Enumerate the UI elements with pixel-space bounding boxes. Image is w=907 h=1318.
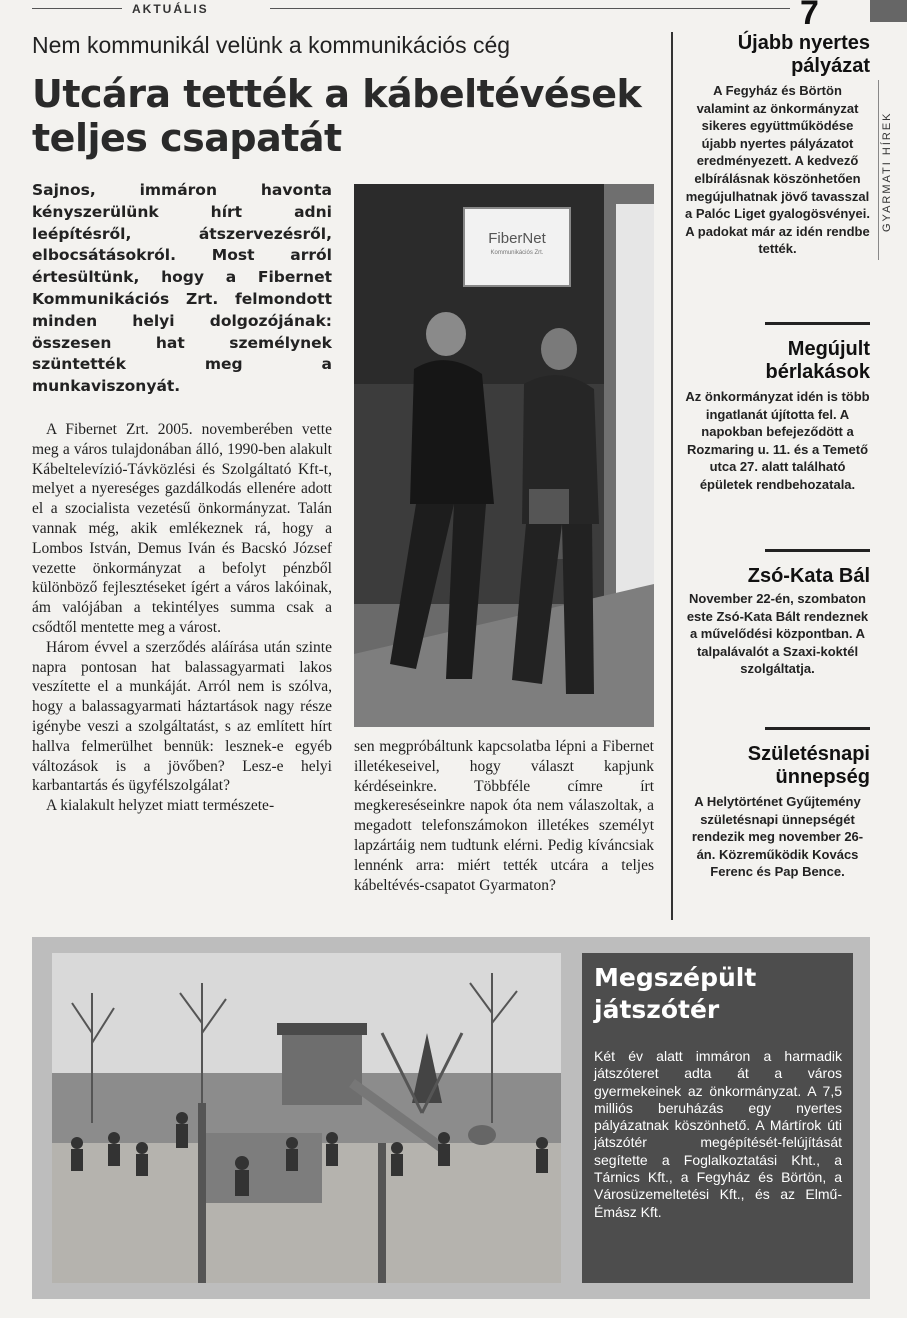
fibernet-staff-photo — [354, 184, 654, 727]
playground-photo — [52, 953, 561, 1283]
article-paragraph: A Fibernet Zrt. 2005. novemberében vette meg a város tulajdonában álló, 1990-ben alakult Kábeltelevízió-Távközlési és Szolgáltató Kft-t, melyet a nyereséges gazdálkodás ellenére adott el a szocialista vezetésű önkormányzat. Talán vannak még, akik emlékeznek rá, hogy a Lombos István, Demus Iván és Bacskó József vezette önkormányzat a befolyt pénzből különböző fejlesztéseket ígért a város lakóinak, ám valójában a tekintélyes summa csak a csődtől mentette meg a várost. — [32, 421, 332, 636]
photo-sign-text: FiberNet — [488, 230, 546, 247]
page-number: 7 — [800, 0, 819, 32]
article-column-1 — [32, 420, 332, 816]
header-rule-left — [32, 8, 122, 9]
news-divider — [765, 322, 870, 325]
header-rule-right — [270, 8, 790, 9]
article-paragraph: Három évvel a szerződés aláírása után szinte napra pontosan hat balassagyarmati lakos veszítette el a munkáját. Arról nem is szólva, hogy a balassagyarmati háztartások nagy része igénybe veszi a szolgáltatást, s az említett hírt hallva felmerülhet bennük: lesznek-e egyéb változások is a jövőben? Lesz-e helyi karbantartás és ügyfélszolgálat? — [32, 638, 332, 795]
section-label: AKTUÁLIS — [132, 2, 209, 16]
corner-bar — [870, 0, 907, 22]
playground-title: Megszépült játszótér — [594, 963, 757, 1024]
article-paragraph: sen megpróbáltunk kapcsolatba lépni a Fibernet illetékeseivel, hogy választ kapjunk kérdéseinkre. Többféle címre írt megkereséseinkre napok óta nem válaszoltak, a megadott telefonszámokon illetékes személyt lapzártáig nem tudtunk elérni. Pedig kíváncsiak lennénk arra: miért tették utcára a teljes kábeltévés-csapatot Gyarmaton? — [354, 738, 654, 894]
article-kicker: Nem kommunikál velünk a kommunikációs cég — [32, 32, 511, 58]
news-title: Zsó-Kata Bál — [747, 565, 870, 587]
column-divider — [671, 32, 673, 920]
news-title: Születésnapi ünnepség — [747, 743, 870, 788]
photo-sign-subtext: Kommunikációs Zrt. — [490, 250, 544, 256]
news-item — [685, 32, 870, 258]
news-text: Az önkormányzat idén is több ingatlanát újította fel. A napokban befejeződött a Rozmaring u. 11. és a Temető utca 27. alatt található épületek rendbehozatala. — [685, 389, 870, 492]
news-text: A Helytörténet Gyűjtemény születésnapi ünnepségét rendezik meg november 26-án. Közreműködik Kovács Ferenc és Pap Bence. — [691, 794, 864, 880]
news-text: A Fegyház és Börtön valamint az önkormányzat sikeres együttműködése újabb nyertes pályázatot eredményezett. A kedvező elbírálásnak köszönhetően megújulhatnak jövő tavasszal a Palóc Liget gyalogösvényei. A padokat már az idén rendbe tették. — [685, 83, 870, 257]
news-title: Megújult bérlakások — [765, 338, 870, 383]
article-headline: Utcára tették a kábeltévések teljes csapatát — [32, 72, 642, 160]
playground-text: Két év alatt immáron a harmadik játszóteret adta át a város gyermekeinek az önkormányzat. A 7,5 milliós beruházás egy nyertes pályázatnak köszönhető. A Mártírok úti játszótér megépítését-felújítását segítette a Foglalkoztatási Kht., a Tárnics Kft., a Fegyház és Börtön, a Városüzemeltetési Kft., és az Elmű-Émász Kft. — [594, 1048, 842, 1220]
news-title: Újabb nyertes pályázat — [737, 32, 870, 77]
news-divider — [765, 549, 870, 552]
news-item — [685, 565, 870, 678]
article-lead: Sajnos, immáron havonta kényszerülünk hírt adni leépítésről, átszervezésről, elbocsátásokról. Most arról értesültünk, hogy a Fibernet Kommunikációs Zrt. felmondott minden helyi dolgozójának: összesen hat személynek szüntették meg a munkaviszonyát. — [32, 181, 332, 396]
news-item — [685, 338, 870, 494]
news-item — [685, 743, 870, 881]
article-paragraph: A kialakult helyzet miatt természete- — [46, 797, 275, 815]
side-label: GYARMATI HÍREK — [881, 111, 893, 232]
news-divider — [765, 727, 870, 730]
article-column-2 — [354, 737, 654, 895]
news-text: November 22-én, szombaton este Zsó-Kata Bált rendeznek a művelődési központban. A talpalávalót a Szaxi-koktél szolgáltatja. — [686, 591, 869, 677]
